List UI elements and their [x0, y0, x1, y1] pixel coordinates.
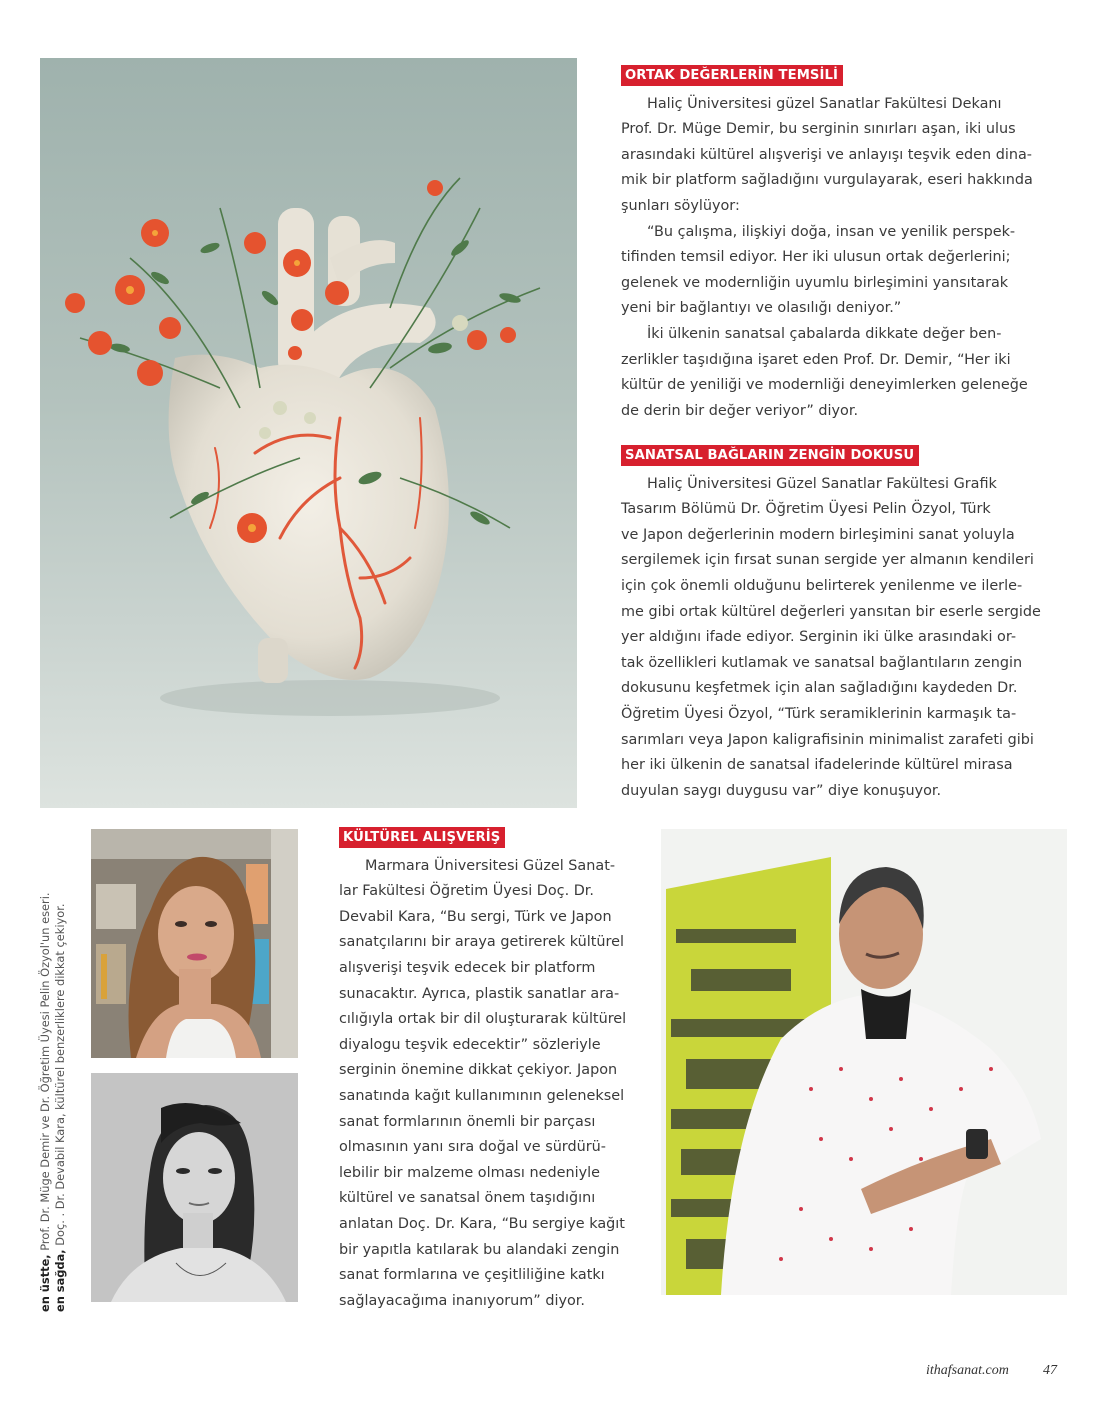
text-line: Öğretim Üyesi Özyol, “Türk seramiklerinin karmaşık ta- [621, 705, 1017, 722]
caption-text-right: Doç. . Dr. Devabil Kara, kültürel benzerliklere dikkat çekiyor. [53, 903, 67, 1250]
text-line: sanat formlarının önemli bir parçası [339, 1113, 596, 1130]
text-line: tak özellikleri kutlamak ve sanatsal bağlantıların zengin [621, 654, 1023, 671]
text-line: anlatan Doç. Dr. Kara, “Bu sergiye kağıt [339, 1215, 625, 1232]
photo-caption [38, 832, 68, 1312]
text-line: Haliç Üniversitesi güzel Sanatlar Fakültesi Dekanı [647, 95, 1002, 112]
text-line: bir yapıtla katılarak bu alandaki zengin [339, 1241, 620, 1258]
section-sanatsal-baglar [621, 443, 1061, 804]
section-body-sanatsal [621, 472, 1061, 805]
text-line: sanat formlarına ve çeşitliliğine katkı [339, 1267, 605, 1284]
text-line: sunacaktır. Ayrıca, plastik sanatlar ara- [339, 985, 620, 1002]
text-line: mik bir platform sağladığını vurgulayarak, eseri hakkında [621, 172, 1033, 189]
text-line: duyulan saygı duygusu var” diye konuşuyor. [621, 782, 942, 799]
text-line: gelenek ve modernliğin uyumlu birleşimini yansıtarak [621, 274, 1009, 291]
text-line: kültür de yeniliği ve modernliği deneyimlerken geleneğe [621, 377, 1028, 394]
caption-text-top: Prof. Dr. Müge Demir ve Dr. Öğretim Üyesi Pelin Özyol'un eseri. [38, 892, 52, 1255]
heart-sculpture-illustration [40, 58, 577, 808]
text-line: Tasarım Bölümü Dr. Öğretim Üyesi Pelin Özyol, Türk [621, 501, 991, 518]
portrait-illustration [91, 829, 298, 1058]
text-line: her iki ülkenin de sanatsal ifadelerinde kültürel mirasa [621, 757, 1013, 774]
text-line: Prof. Dr. Müge Demir, bu serginin sınırları aşan, iki ulus [621, 121, 1016, 138]
text-line: şunları söylüyor: [621, 197, 740, 214]
text-line: sergilemek için fırsat sunan sergide yer almanın kendileri [621, 552, 1034, 569]
text-line: alışverişi teşvik edecek bir platform [339, 959, 596, 976]
text-line: Marmara Üniversitesi Güzel Sanat- [365, 857, 616, 874]
text-line: yer aldığını ifade ediyor. Serginin iki ülke arasındaki or- [621, 629, 1017, 646]
text-line: zerlikler taşıdığına işaret eden Prof. Dr. Demir, “Her iki [621, 351, 1011, 368]
text-line: ve Japon değerlerinin modern birleşimini sanat yoluyla [621, 526, 1015, 543]
page-number: 47 [1043, 1363, 1057, 1378]
text-line: sarımları veya Japon kaligrafisinin minimalist zarafeti gibi [621, 731, 1034, 748]
section-heading-sanatsal: SANATSAL BAĞLARIN ZENGİN DOKUSU [621, 445, 919, 466]
section-heading-ortak: ORTAK DEĞERLERİN TEMSİLİ [621, 65, 843, 86]
text-line: cılığıyla ortak bir dil oluşturarak kültürel [339, 1011, 627, 1028]
text-line: serginin önemine dikkat çekiyor. Japon [339, 1062, 618, 1079]
text-line: diyalogu teşvik edecektir” sözleriyle [339, 1036, 601, 1053]
caption-label-top: en üstte, [38, 1254, 52, 1312]
section-body-kulturel [339, 854, 639, 1315]
portrait-illustration [661, 829, 1067, 1295]
text-line: sanatçılarını bir araya getirerek kültürel [339, 934, 624, 951]
text-line: lar Fakültesi Öğretim Üyesi Doç. Dr. [339, 883, 594, 900]
portrait-illustration [91, 1073, 298, 1302]
heart-sculpture-photo [40, 58, 577, 808]
footer-site: ithafsanat.com [926, 1363, 1009, 1378]
text-line: lebilir bir malzeme olması nedeniyle [339, 1164, 600, 1181]
text-line: tifinden temsil ediyor. Her iki ulusun ortak değerlerini; [621, 249, 1011, 266]
section-heading-kulturel: KÜLTÜREL ALIŞVERİŞ [339, 827, 505, 848]
text-line: İki ülkenin sanatsal çabalarda dikkate değer ben- [647, 325, 1002, 342]
text-line: kültürel ve sanatsal önem taşıdığını [339, 1190, 596, 1207]
text-line: sağlayacağıma inanıyorum” diyor. [339, 1292, 585, 1309]
text-line: dokusunu keşfetmek için alan sağladığını kaydeden Dr. [621, 680, 1018, 697]
text-line: me gibi ortak kültürel değerleri yansıtan bir eserle sergide [621, 603, 1041, 620]
text-line: olmasının yanı sıra doğal ve sürdürü- [339, 1139, 606, 1156]
portrait-pelin-ozyol [91, 1073, 298, 1302]
text-line: sanatında kağıt kullanımının geleneksel [339, 1087, 625, 1104]
section-kulturel-alisveris [339, 825, 639, 1314]
text-line: Devabil Kara, “Bu sergi, Türk ve Japon [339, 908, 612, 925]
text-line: de derin bir değer veriyor” diyor. [621, 402, 859, 419]
portrait-devabil-kara [661, 829, 1067, 1295]
text-line: “Bu çalışma, ilişkiyi doğa, insan ve yenilik perspek- [647, 223, 1016, 240]
caption-label-right: en sağda, [53, 1249, 67, 1312]
section-ortak-degerler [621, 63, 1061, 424]
text-line: yeni bir bağlantıyı ve olasılığı deniyor.” [621, 300, 902, 317]
section-body-ortak [621, 92, 1061, 425]
text-line: Haliç Üniversitesi Güzel Sanatlar Fakültesi Grafik [647, 475, 997, 492]
portrait-muge-demir [91, 829, 298, 1058]
text-line: için çok önemli olduğunu belirterek yenilenme ve ilerle- [621, 577, 1023, 594]
text-line: arasındaki kültürel alışverişi ve anlayışı teşvik eden dina- [621, 146, 1032, 163]
